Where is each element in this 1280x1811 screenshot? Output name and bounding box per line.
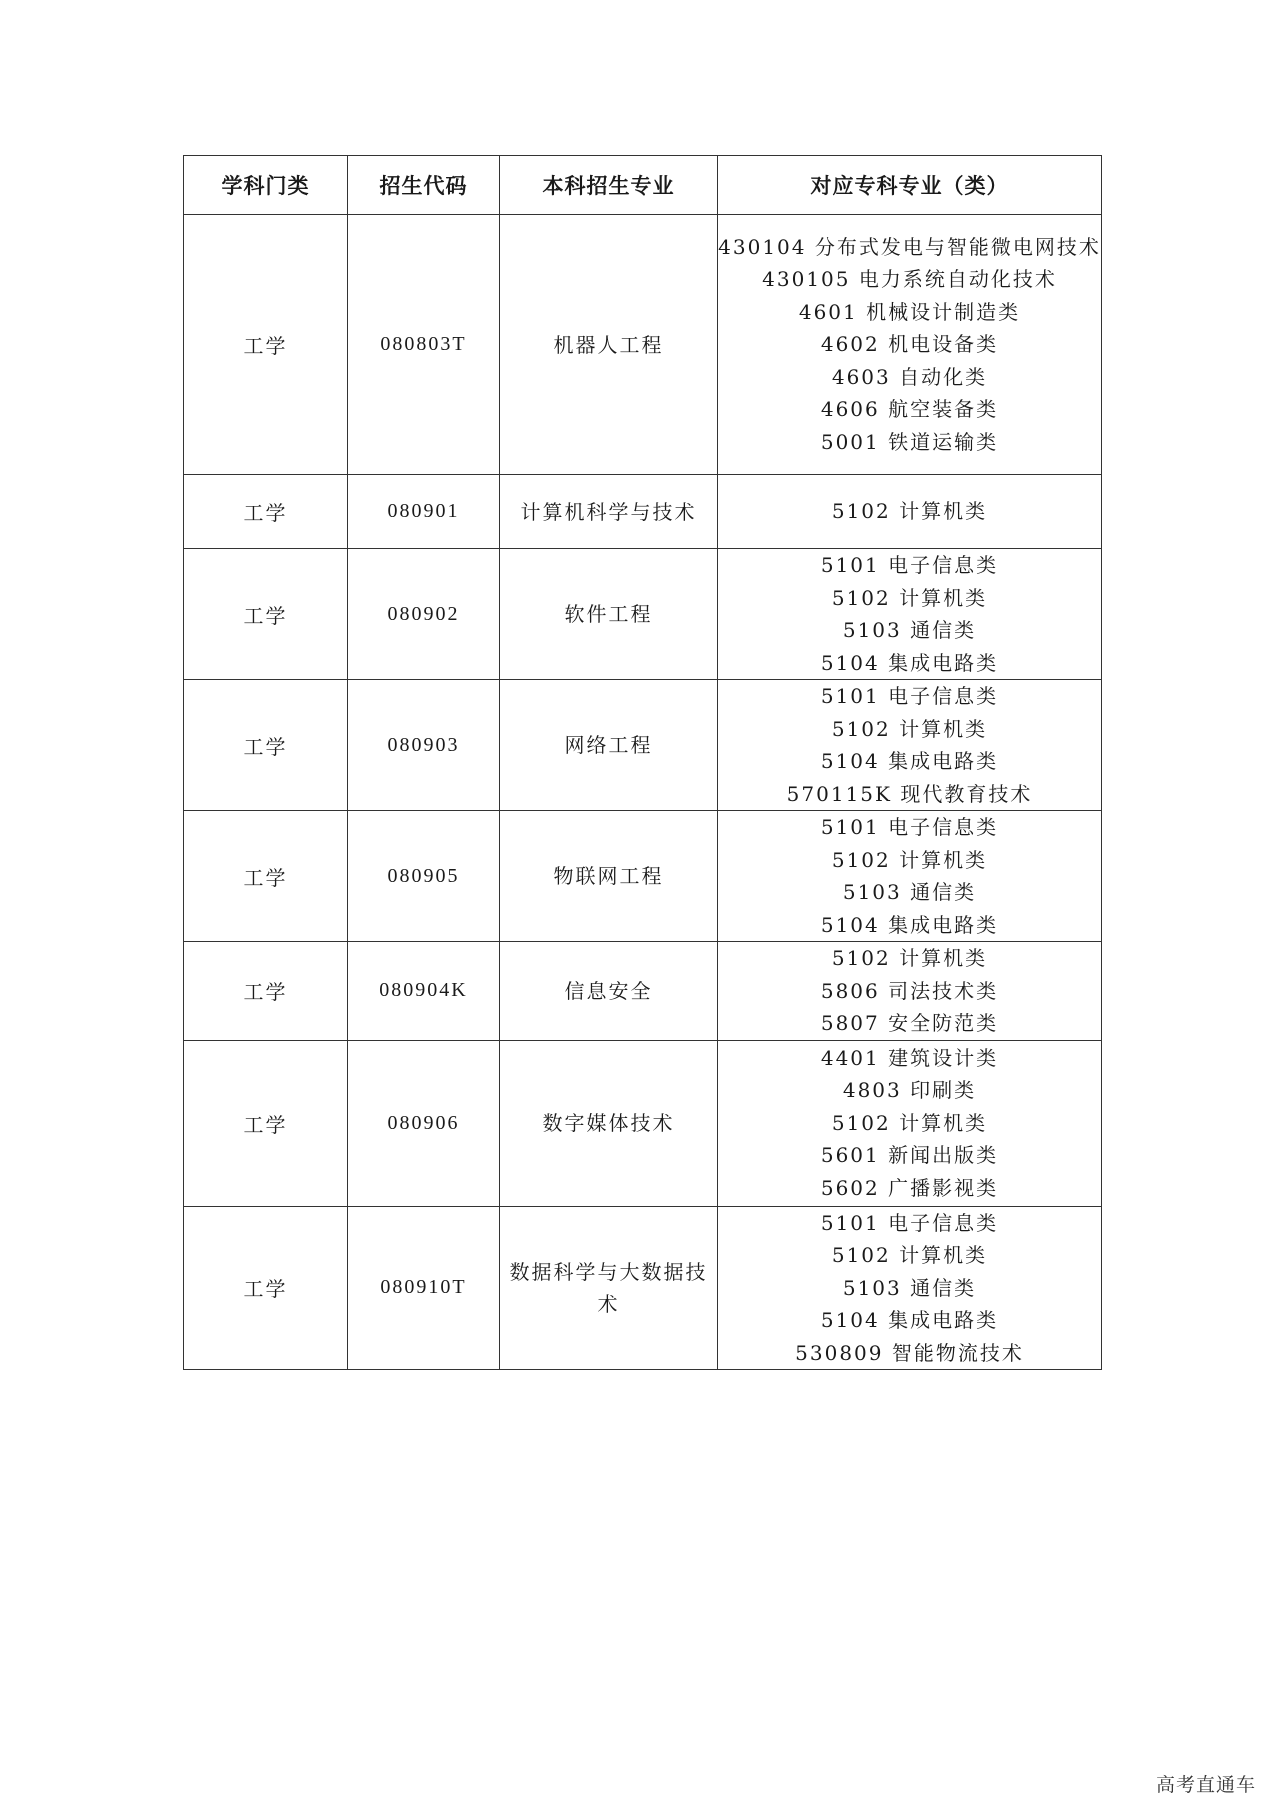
category-cell: 工学: [184, 215, 348, 475]
major-cell: 机器人工程: [500, 215, 718, 475]
table-row: [184, 1206, 1102, 1370]
header-major: 本科招生专业: [500, 156, 718, 215]
major-cell: 计算机科学与技术: [500, 475, 718, 549]
vocational-cell: [718, 1206, 1102, 1370]
major-cell: 物联网工程: [500, 811, 718, 942]
vocational-item: 5104 集成电路类: [820, 912, 999, 937]
vocational-item: 4803 印刷类: [842, 1078, 977, 1103]
vocational-item: 5101 电子信息类: [820, 815, 999, 839]
vocational-item: 5102 计算机类: [831, 585, 988, 610]
vocational-item: 5807 安全防范类: [820, 1011, 999, 1035]
vocational-item: 4602 机电设备类: [820, 332, 999, 357]
table-row: [184, 549, 1102, 680]
vocational-item: 5101 电子信息类: [820, 1210, 999, 1235]
vocational-item: 5601 新闻出版类: [820, 1143, 999, 1168]
major-cell: 数据科学与大数据技术: [500, 1206, 718, 1370]
vocational-item: 5102 计算机类: [831, 716, 988, 741]
vocational-item: 4601 机械设计制造类: [798, 299, 1021, 324]
category-cell: 工学: [184, 549, 348, 680]
code-cell: 080904K: [348, 942, 500, 1041]
vocational-item: 5806 司法技术类: [820, 978, 999, 1003]
code-cell: 080901: [348, 475, 500, 549]
category-cell: 工学: [184, 1040, 348, 1206]
vocational-item: 4603 自动化类: [831, 364, 988, 389]
major-cell: 信息安全: [500, 942, 718, 1041]
header-code: 招生代码: [348, 156, 500, 215]
code-cell: 080910T: [348, 1206, 500, 1370]
table-row: [184, 1040, 1102, 1206]
vocational-item: 5101 电子信息类: [820, 553, 999, 577]
vocational-cell: [718, 942, 1102, 1041]
vocational-item: 4606 航空装备类: [820, 397, 999, 422]
vocational-item: 5102 计算机类: [831, 499, 988, 524]
majors-table: [183, 155, 1102, 1370]
vocational-cell: [718, 549, 1102, 680]
vocational-item: 5103 通信类: [842, 1275, 977, 1300]
watermark-text: 高考直通车: [1155, 1774, 1256, 1796]
vocational-cell: [718, 215, 1102, 475]
vocational-item: 5102 计算机类: [831, 946, 988, 970]
vocational-item: 570115K 现代教育技术: [786, 781, 1033, 806]
vocational-item: 5104 集成电路类: [820, 1308, 999, 1332]
vocational-item: 5102 计算机类: [831, 1243, 988, 1267]
major-cell: 软件工程: [500, 549, 718, 680]
table-header-row: [184, 156, 1102, 215]
table-row: [184, 811, 1102, 942]
vocational-item: 430105 电力系统自动化技术: [762, 267, 1057, 292]
major-cell: 网络工程: [500, 680, 718, 811]
vocational-cell: [718, 811, 1102, 942]
code-cell: 080906: [348, 1040, 500, 1206]
vocational-item: 5104 集成电路类: [820, 749, 999, 773]
table-row: [184, 475, 1102, 549]
vocational-item: 5102 计算机类: [831, 1110, 988, 1135]
vocational-cell: [718, 475, 1102, 549]
header-category: 学科门类: [184, 156, 348, 215]
code-cell: 080903: [348, 680, 500, 811]
category-cell: 工学: [184, 942, 348, 1041]
vocational-item: 5101 电子信息类: [820, 684, 999, 708]
code-cell: 080803T: [348, 215, 500, 475]
category-cell: 工学: [184, 680, 348, 811]
vocational-item: 530809 智能物流技术: [795, 1340, 1024, 1365]
category-cell: 工学: [184, 1206, 348, 1370]
code-cell: 080902: [348, 549, 500, 680]
table-row: [184, 680, 1102, 811]
vocational-item: 5001 铁道运输类: [820, 429, 999, 454]
vocational-item: 430104 分布式发电与智能微电网技术: [718, 234, 1101, 259]
code-cell: 080905: [348, 811, 500, 942]
category-cell: 工学: [184, 811, 348, 942]
vocational-item: 5602 广播影视类: [820, 1175, 999, 1200]
vocational-item: 5103 通信类: [842, 880, 977, 904]
vocational-item: 5104 集成电路类: [820, 650, 999, 675]
vocational-item: 5102 计算机类: [831, 847, 988, 872]
vocational-cell: [718, 1040, 1102, 1206]
header-vocational: 对应专科专业（类）: [718, 156, 1102, 215]
table-row: [184, 942, 1102, 1041]
vocational-item: 5103 通信类: [842, 618, 977, 642]
category-cell: 工学: [184, 475, 348, 549]
vocational-cell: [718, 680, 1102, 811]
major-cell: 数字媒体技术: [500, 1040, 718, 1206]
table-row: [184, 215, 1102, 475]
vocational-item: 4401 建筑设计类: [820, 1045, 999, 1070]
